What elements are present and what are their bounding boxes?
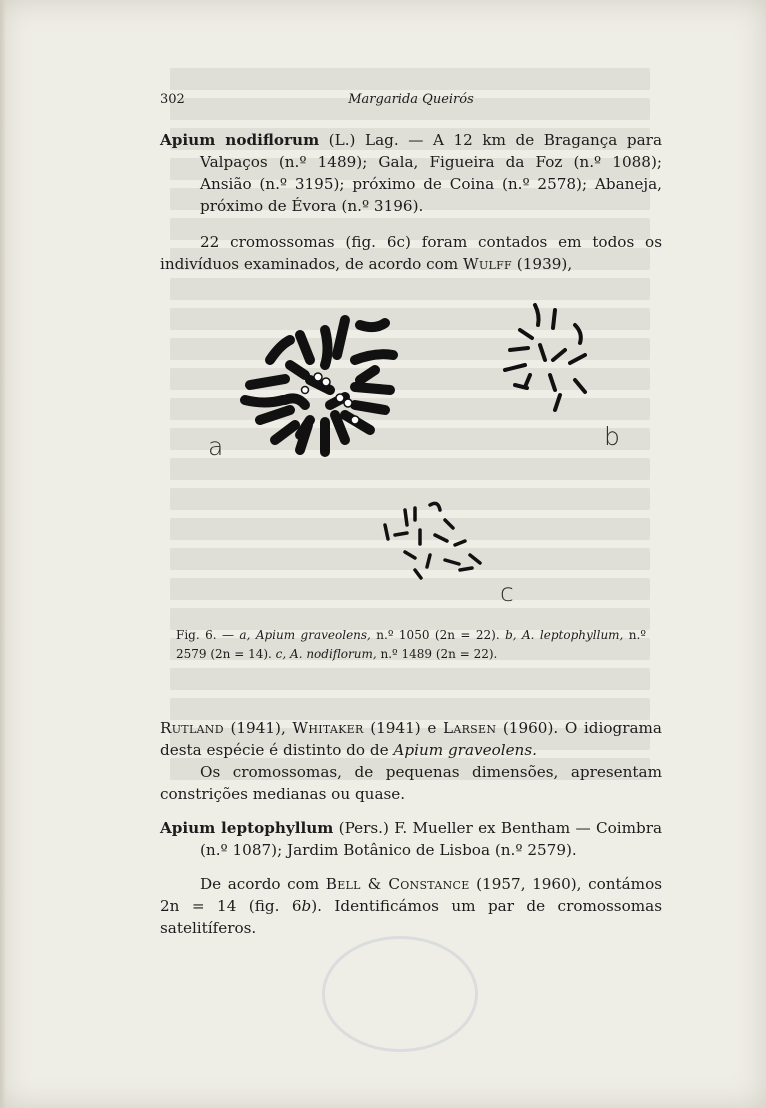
panel-label-b: b — [604, 422, 620, 451]
page-number: 302 — [160, 92, 185, 107]
entry-text: (Pers.) F. Mueller ex Bentham — Coimbra (n.º 1087); Jardim Botânico de Lisboa (n.º 2579). — [200, 819, 663, 859]
caption-text-b: n.º 2579 (2n = 14). — [176, 628, 646, 661]
paragraph-text: (1957, 1960), contámos 2n = 14 (fig. 6 — [160, 875, 663, 915]
citation-author: Wulff — [463, 255, 512, 273]
panel-b-chromosomes — [505, 305, 585, 410]
paragraph-dimensions: Os cromossomas, de pequenas dimensões, apresentam constrições medianas ou quase. — [160, 763, 662, 803]
species-entry-apium-leptophyllum — [160, 817, 662, 861]
panel-a-chromosomes — [245, 320, 393, 452]
citation-ampersand: & — [360, 875, 389, 893]
figure-reference: b — [301, 897, 312, 915]
caption-text-a: n.º 1050 (2n = 22). — [370, 628, 506, 642]
caption-species-b: A. leptophyllum, — [522, 628, 624, 642]
caption-lead: Fig. 6. — — [176, 628, 240, 642]
caption-species-c: A. nodiflorum, — [290, 647, 377, 661]
paragraph-text: ). Identificámos um par de cromossomas satelitíferos. — [160, 897, 662, 937]
caption-label-a: a, — [239, 628, 256, 642]
caption-text-c: n.º 1489 (2n = 22). — [376, 647, 498, 661]
library-stamp — [322, 936, 478, 1052]
species-name: Apium leptophyllum — [160, 819, 334, 837]
citation-author: Bell — [325, 875, 361, 893]
paragraph-text: (1941) e — [363, 719, 443, 737]
chromosome-drawings — [190, 290, 660, 620]
paragraph-text: (1941), — [223, 719, 293, 737]
panel-label-a: a — [208, 432, 224, 461]
paragraph-text: (1960). O idiograma desta espécie é distinto do de — [160, 719, 662, 759]
paragraph-text: De acordo com — [200, 875, 326, 893]
citation-author: Whitaker — [292, 719, 364, 737]
citation-author: Rutland — [160, 719, 224, 737]
paragraph-idiogram — [160, 717, 662, 761]
caption-label-b: b, — [505, 628, 522, 642]
citation-author: Constance — [388, 875, 470, 893]
species-entry-apium-nodiflorum — [160, 129, 662, 217]
panel-c-chromosomes — [385, 503, 480, 578]
running-author: Margarida Queirós — [348, 92, 474, 107]
text-block-bottom — [160, 717, 662, 939]
text-block-top — [160, 129, 662, 275]
panel-label-c: c — [500, 578, 514, 607]
species-name: Apium nodiflorum — [160, 131, 320, 149]
paragraph-text: 22 cromossomas (fig. 6c) foram contados em todos os indivíduos examinados, de acordo com — [160, 233, 662, 273]
entry-text: (L.) Lag. — A 12 km de Bragança para Valpaços (n.º 1489); Gala, Figueira da Foz (n.º 1088); Ansião (n.º 3195); próximo de Coina (n.º 2578); Abaneja, próximo de Évora (n.º 3196). — [200, 131, 662, 215]
paragraph-chromosome-count — [160, 231, 662, 275]
figure-6 — [190, 290, 660, 620]
citation-author: Larsen — [442, 719, 497, 737]
paragraph-text-end: (1939), — [511, 255, 573, 273]
caption-label-c: c, — [275, 647, 291, 661]
caption-species-a: Apium graveolens, — [255, 628, 371, 642]
paragraph-satellite — [160, 873, 662, 939]
figure-caption — [176, 626, 646, 664]
species-name-italic: Apium graveolens. — [393, 741, 537, 759]
